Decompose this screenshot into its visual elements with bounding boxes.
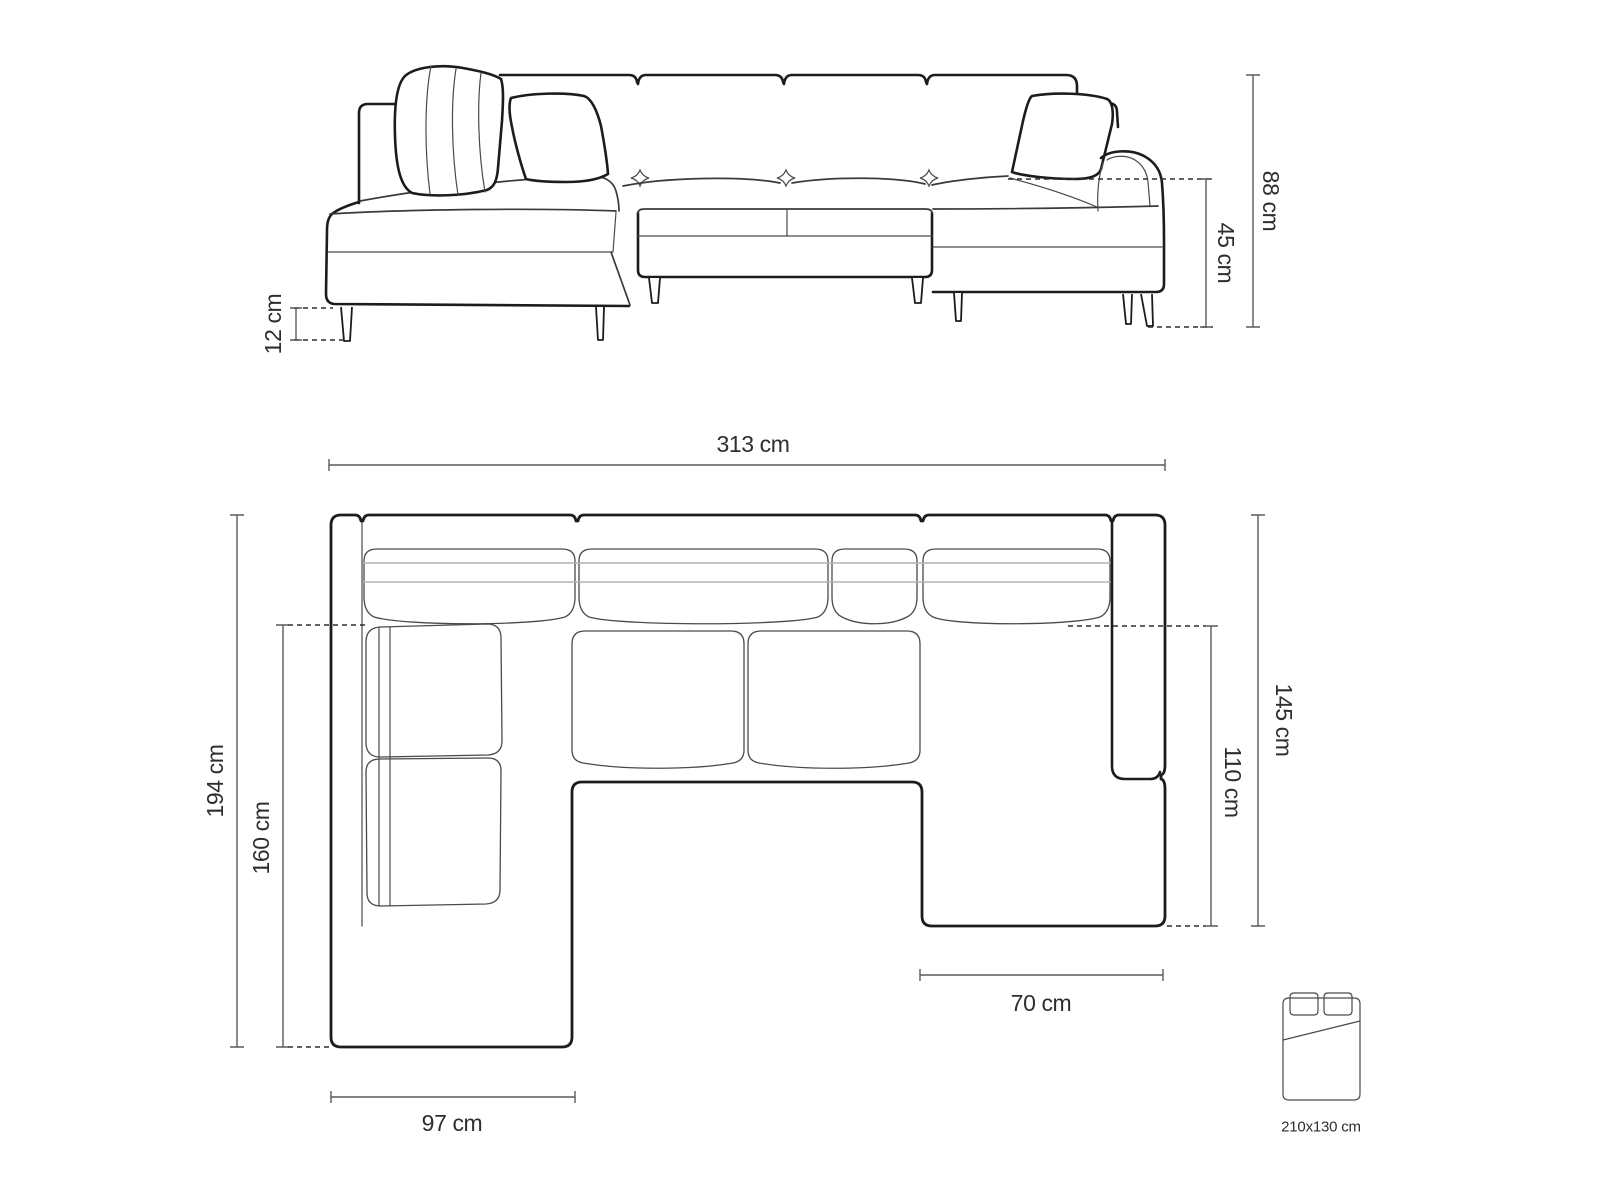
dim-label-left-chaise-width: 97 cm <box>421 1110 483 1136</box>
bed-blanket-fold <box>1283 1021 1360 1040</box>
right-seat-wave <box>932 176 1008 185</box>
left-unit-corner-edge <box>611 252 630 305</box>
dim-label-left-sleeping-depth: 160 cm <box>248 801 274 875</box>
sofa-front-drawing <box>326 66 1164 341</box>
headrest-cushion <box>579 549 828 624</box>
headrest-cushion <box>923 549 1110 624</box>
bed-icon <box>1283 993 1360 1100</box>
dim-label-left-depth: 194 cm <box>202 744 228 818</box>
left-wing-cushion <box>366 624 502 757</box>
plan-outline <box>331 515 1165 1047</box>
bench-outline <box>638 213 932 277</box>
left-throw-pillow <box>510 94 608 182</box>
bed-pillow <box>1324 993 1352 1015</box>
right-arm-inner-curve <box>1107 156 1150 206</box>
dim-right-chaise-width <box>920 969 1163 1016</box>
dim-left-chaise-width <box>331 1091 575 1136</box>
sofa-plan-drawing <box>331 515 1165 1047</box>
sleeping-area-size-label: 210x130 cm <box>1281 1118 1361 1136</box>
seat-cushion <box>748 631 920 768</box>
dim-overall-height <box>1246 75 1284 327</box>
right-front-top <box>933 206 1158 209</box>
bed-pillow <box>1290 993 1318 1015</box>
left-unit-leg <box>341 307 352 341</box>
front-elevation-view <box>260 66 1284 354</box>
dim-label-right-chaise-width: 70 cm <box>1010 990 1072 1016</box>
right-throw-pillow <box>1012 94 1113 179</box>
left-side-panel <box>359 104 398 203</box>
dim-label-overall-width: 313 cm <box>716 431 790 457</box>
headrest-cushion <box>364 549 575 624</box>
bench-leg <box>912 278 923 303</box>
dim-label-seat-height: 45 cm <box>1213 222 1239 284</box>
headrest-cushion <box>832 549 917 624</box>
right-unit-leg <box>954 293 962 321</box>
left-unit-seat-front <box>330 209 616 214</box>
bed-mattress <box>1283 998 1360 1100</box>
left-unit-body <box>326 202 629 306</box>
dim-overall-width <box>329 431 1165 471</box>
right-seat-edge <box>1010 178 1097 207</box>
left-wing-cushion <box>366 758 501 906</box>
back-cushion <box>395 66 503 195</box>
top-plan-view <box>202 431 1297 1136</box>
right-unit-leg <box>1141 294 1153 326</box>
left-unit-leg <box>596 307 604 340</box>
sleeping-area-badge <box>1281 993 1361 1136</box>
seat-wave <box>623 178 780 186</box>
right-unit-leg <box>1123 294 1132 324</box>
dim-label-right-depth: 145 cm <box>1271 683 1297 757</box>
bench-front-top <box>638 209 932 213</box>
left-unit-band-edge <box>613 212 616 252</box>
dim-label-leg-height: 12 cm <box>260 293 286 355</box>
dim-left-depth <box>202 515 244 1047</box>
dim-label-overall-height: 88 cm <box>1258 170 1284 232</box>
seat-cushion <box>572 631 744 768</box>
dim-label-right-sleeping-depth: 110 cm <box>1220 746 1246 818</box>
right-arm-band <box>1112 523 1160 779</box>
dim-right-depth <box>1251 515 1297 926</box>
seat-wave <box>792 178 925 184</box>
dim-left-sleeping-depth <box>248 625 368 1047</box>
bench-leg <box>649 278 660 303</box>
